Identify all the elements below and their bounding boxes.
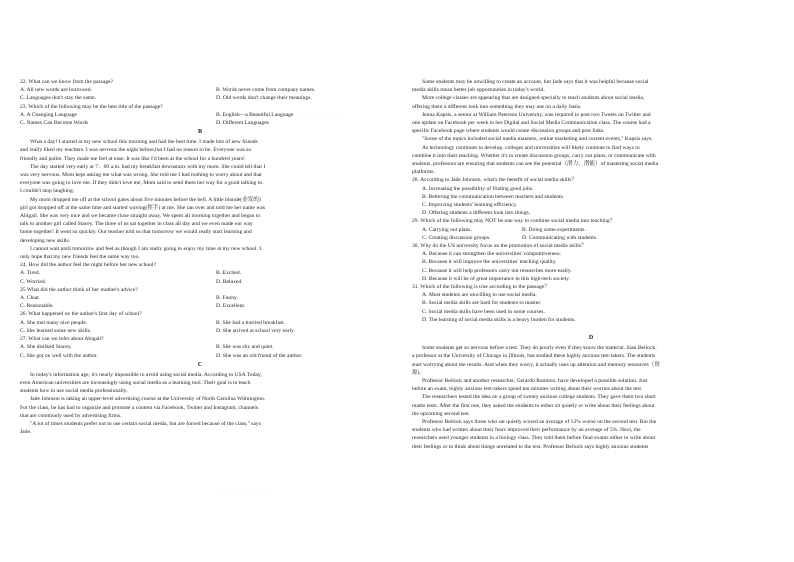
question-24-stem: 24. How did the author feel the night before her new school?: [20, 262, 157, 269]
passage-d-line: before an exam, highly anxious test-takers spend ten minutes writing about their worries about the test.: [412, 386, 643, 393]
option-row: [20, 278, 380, 286]
option: C. Reasonable.: [20, 303, 54, 310]
option: D. Excellent.: [216, 303, 246, 310]
option: C. Names Can Become Words: [20, 120, 88, 127]
option: B. Bettering the communication between teachers and students.: [422, 193, 565, 200]
option: C. Because it will help professors carry out researches more easily.: [422, 267, 572, 274]
option: B. Because it will improve the universities' teaching quality.: [422, 259, 557, 266]
option: A. A Changing Language: [20, 111, 77, 118]
option: B. Words never come from company names.: [216, 87, 316, 94]
passage-b-line: everyone was going to love me. If they didn't love me, Mom said to send them her way for a good talking to.: [20, 180, 264, 187]
option: C. Languages don't stay the same.: [20, 95, 97, 102]
passage-c-line: that are commonly used by advertising firms.: [20, 412, 122, 419]
left-column: [20, 78, 380, 436]
passage-c-line: media skills mean better job opportunities in today's world.: [412, 87, 545, 94]
passage-c-line: Jade Johnson is taking an upper-level advertising course at the University of North Carolina Wilmington.: [30, 396, 266, 403]
right-column: [412, 78, 770, 451]
option: D. Because it will be of great importance in this high-tech society.: [422, 275, 570, 282]
question-25-stem: 25 What did the author think of her mother's advice?: [20, 286, 138, 293]
question-22-stem: 22. What can we know from the passage?: [20, 79, 114, 85]
passage-b-line: I couldn't stop laughing.: [20, 188, 75, 195]
passage-c-line: More college classes are appearing that are designed specially to teach students about social media,: [422, 95, 645, 102]
option-row: [20, 86, 380, 94]
option: D. The learning of social media skills is a heavy burden for students.: [422, 316, 576, 323]
passage-b-line: talk to another girl called Stacey. The three of us sat together in class all day and we even made our way: [20, 221, 253, 228]
option: D. Different Languages: [216, 120, 269, 127]
option: B. English—a Beautiful Language: [216, 111, 294, 118]
option: B. Funny.: [216, 295, 238, 302]
passage-c-line: For the class, he has had to organize and promote a content via Facebook, Twitter and Instagram, channels: [20, 404, 258, 411]
passage-b-line: home together! It went so quickly. Our teacher told us that tomorrow we would really start learning and: [20, 229, 252, 236]
option: A. She met many nice people.: [20, 319, 88, 326]
option: D. Old words don't change their meanings.: [216, 95, 312, 102]
passage-c-line: Jade.: [20, 429, 32, 436]
passage-c-line: "Some of the topics included social media manners, online marketing and current events," Kapsis says.: [422, 136, 653, 143]
passage-b-line: I cannot wait until tomorrow and feel as though I am really going to enjoy my time at my new school. I: [30, 245, 262, 252]
question-30-stem: 30. Why do the US university focus on the promotion of social media skills？: [412, 243, 587, 250]
option: B. Doing some experiments.: [522, 226, 586, 233]
option: D. Communicating with students.: [522, 234, 598, 241]
option: B. She had a hurried breakfast.: [216, 319, 286, 326]
question-31-stem: 31. Which of the following is true according to the passage？: [412, 284, 550, 291]
option-row: [20, 94, 380, 102]
question-26-stem: 26. What happened on the author's first day of school?: [20, 311, 142, 318]
option-row: [20, 111, 380, 119]
passage-d-line: maths tests. After the first one, they asked the students to either sit quietly or write about their feelings about: [412, 402, 655, 409]
passage-d-line: Professor Beilock and another researcher, Gerardo Ramirez, have developed a possible solution. Just: [422, 377, 648, 384]
option-row: [20, 302, 380, 310]
faint-watermark: · · · · · · · ·: [300, 112, 342, 118]
option-row: [20, 319, 380, 327]
passage-c-line: offering them a different look into something they may use on a daily basis.: [412, 103, 582, 110]
passage-d-line: start worrying about the results. And when they worry, it actually uses up attention and memory resources（资: [412, 361, 660, 368]
question-29-stem: 29. Which of the following may NOT be one way to combine social media into teaching？: [412, 218, 616, 225]
option-row: [20, 119, 380, 127]
option: A. Clear.: [20, 295, 41, 302]
passage-c-line: even American universities are increasingly using social media as a learning tool. Their goal is to teach: [20, 379, 251, 386]
option: A. Tired.: [20, 270, 41, 277]
option: A. She disliked Stacey.: [20, 344, 72, 351]
passage-c-line: Some students may be unwilling to create an account, but Jade says that it was helpful because social: [422, 79, 649, 85]
passage-c-line: "A lot of times students prefer not to use certain social media, but are forced because of the class," says: [30, 420, 261, 427]
passage-b-line: developing new skills.: [20, 237, 71, 244]
passage-c-line: As technology continues to develop, colleges and universities will likely continue to find ways to: [422, 144, 640, 151]
passage-b-line: My mom dropped me off at the school gates about five minutes before the bell. A little blonde(金发的): [30, 196, 261, 203]
option-row: [412, 234, 770, 242]
passage-d-line: students who had written about their fears improved their performance by an average of 5%. Next, the: [412, 427, 641, 434]
option-row: [20, 327, 380, 335]
section-b-heading: B: [197, 129, 202, 136]
option: D. Offering students a different look into things.: [422, 210, 531, 217]
option: A. Because it can strengthen the universities' competitiveness.: [422, 251, 562, 258]
passage-d-line: researchers used younger students in a biology class. They told them before final exams either to write about: [412, 435, 656, 442]
option: D. Relaxed.: [216, 278, 243, 285]
passage-b-line: friendly and polite. They made me feel at ease. It was like I'd been at the school for a hundred years!: [20, 155, 245, 162]
passage-c-line: one update on Facebook per week in her Digital and Social Media Communication class. The course had a: [412, 120, 651, 127]
passage-b-line: only hope that my new friends feel the same way too.: [20, 254, 140, 261]
passage-c-line: students, professors are ensuring that students can see the potential（潜力，潜能）of mastering social media: [412, 161, 659, 168]
option: A. Increasing the possibility of finding good jobs.: [422, 185, 534, 192]
passage-d-line: 源).: [412, 369, 421, 376]
option: A. All new words are borrowed.: [20, 87, 92, 94]
option: B. Excited.: [216, 270, 242, 277]
question-23-stem: 23. Which of the following may be the best title of the passage?: [20, 103, 163, 110]
passage-b-line: The day started very early at 7：00 a.m. had my breakfast downstairs with my mom. She could tell that I: [30, 163, 266, 170]
passage-c-line: students how to use social media professionally.: [20, 388, 128, 395]
passage-c-line: specific Facebook page where students would create discussion groups and post links.: [412, 128, 605, 135]
passage-d-line: Some students get so nervous before a test. They do poorly even if they know the material. Sian Beilock,: [422, 345, 657, 352]
option-row: [20, 343, 380, 351]
option-row: [20, 269, 380, 277]
option: A. Carrying out plans.: [422, 226, 472, 233]
option: B. She was shy and quiet.: [216, 344, 274, 351]
passage-d-line: Professor Beilock says those who sat quietly scored an average of 12% worse on the second test. But the: [422, 418, 657, 425]
section-d-heading: D: [588, 335, 594, 342]
option: B. Social media skills are hard for students to master.: [422, 300, 542, 307]
passage-b-line: Abigail. She was very nice and we became close straight away. We spent all morning together and began to: [20, 213, 261, 220]
option: D. She was an old friend of the author.: [216, 352, 303, 359]
passage-c-line: Jenna Kapsis, a senior at William Paterson University, was required to post two Tweets on Twitter and: [422, 111, 651, 118]
passage-b-line: girl got dropped off at the same time and started waving(挥手) at me. She ran over and told me her name was: [20, 204, 266, 211]
passage-c-line: platforms.: [412, 169, 435, 176]
passage-d-line: their feelings or to think about things unrelated to the test. Professor Beilock says highly anxious students: [412, 443, 649, 450]
passage-c-line: combine it into their teaching. Whether it's to create discussion groups, carry out plans, or communicate with: [412, 152, 656, 159]
option: D. She arrived at school very early.: [216, 327, 295, 334]
section-c-heading: C: [197, 361, 203, 368]
option-row: [20, 294, 380, 302]
question-27-stem: 27. What can we infer about Abigail?: [20, 336, 104, 343]
passage-b-line: was very nervous. Mom kept asking me what was wrong. She told me I had nothing to worry about and that: [20, 172, 262, 179]
passage-d-line: the upcoming second test.: [412, 410, 471, 417]
passage-b-line: and really liked my teachers. I was nervous the night before,but I had no reason to be. Everyone was so: [20, 147, 252, 154]
option-row: [20, 352, 380, 360]
option-row: [412, 226, 770, 234]
option: A. Most students are unwilling to use social media.: [422, 292, 537, 299]
option: C. Improving students' learning efficiency.: [422, 202, 518, 209]
option: C. Social media skills have been used in some courses.: [422, 308, 545, 315]
option: C. She learned some new skills.: [20, 327, 92, 334]
faint-watermark: · · · · · · · · · ·: [220, 490, 273, 496]
question-28-stem: 28. According to Jade Johnson, what's the benefit of social media skills？: [412, 177, 577, 184]
passage-d-line: a professor at the University of Chicago in Illinois, has studied these highly anxious test-takers. The students: [412, 353, 656, 360]
passage-d-line: The researchers tested the idea on a group of twenty anxious college students. They gave them two short: [422, 394, 656, 401]
passage-c-line: In today's information age, it's nearly impossible to avoid using social media. According to USA Today,: [30, 371, 262, 378]
option: C. Creating discussion groups.: [422, 234, 491, 241]
passage-b-line: What a day! I started at my new school this morning and had the best time. I made lots of new friends: [30, 139, 258, 146]
option: C. Worried.: [20, 278, 47, 285]
option: C. She got on well with the author.: [20, 352, 98, 359]
